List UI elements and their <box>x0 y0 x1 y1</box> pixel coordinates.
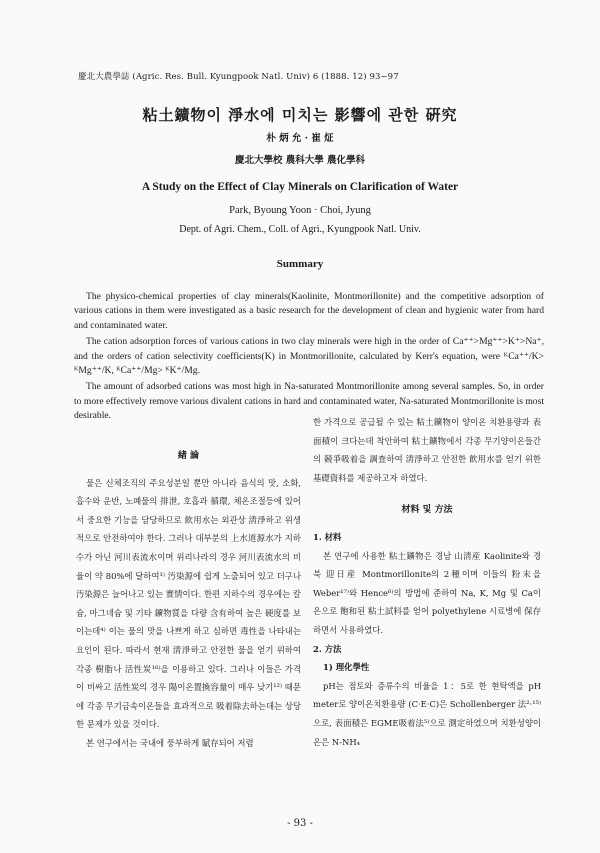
body-paragraph: 본 연구에 사용한 粘土鑛物은 경남 山淸産 Kaolinite와 경북 迎日産 Montmorillonite의 2種이며 이들의 粉末을 Weber¹⁷⁾와 Hence⁶⁾의 방법에 준하여 Na, K, Mg 및 Ca이온으로 飽和된 粘土試料를 얻어 polyethylene 시료병에 保存하면서 사용하였다. <box>313 550 541 635</box>
korean-authors: 朴 炳 允 · 崔 炡 <box>266 133 334 144</box>
summary-heading: Summary <box>276 258 324 270</box>
summary-paragraph: The amount of adsorbed cations was most high in Na-saturated Montmorillonite among several samples. So, in order to more effectively remove various divalent cations in hard and contaminated water, Na-saturated Montmorillonite is most desirable. <box>74 381 544 422</box>
english-title: A Study on the Effect of Clay Minerals on Clarification of Water <box>141 181 459 193</box>
english-authors: Park, Byoung Yoon · Choi, Jyung <box>229 205 371 216</box>
subsection-heading: 1) 理化學性 <box>323 662 370 673</box>
methods-heading: 材料 및 方法 <box>401 505 453 516</box>
page-number: - 93 - <box>287 818 313 829</box>
journal-citation: 慶北大農學誌 (Agric. Res. Bull. Kyungpook Natl. Univ) 6 (1888. 12) 93~97 <box>78 72 399 82</box>
summary-paragraph: The physico-chemical properties of clay minerals(Kaolinite, Montmorillonite) and the competitive adsorption of various cations in them were investigated as a basic research for the development of clean and hygienic water from hard and contaminated water. <box>74 291 544 331</box>
subsection-heading: 1. 材料 <box>313 531 342 542</box>
introduction-heading: 緖 論 <box>177 451 200 461</box>
english-affiliation: Dept. of Agri. Chem., Coll. of Agri., Kyungpook Natl. Univ. <box>179 224 421 235</box>
body-paragraph: 본 연구에서는 국내에 풍부하게 賦存되어 저렴 <box>86 737 254 748</box>
body-paragraph: 한 가격으로 공급될 수 있는 粘土鑛物이 양이온 치환용량과 表面積이 크다는데 착안하여 粘土鑛物에서 각종 무기양이온들간의 競爭吸着을 調査하여 淸淨하고 안전한 飮用水를 얻기 위한 基礎資料를 제공하고자 하였다. <box>313 417 541 483</box>
summary-body <box>74 290 544 424</box>
left-column <box>76 447 301 753</box>
body-paragraph: pH는 점토와 증류수의 비율을 1：5로 한 현탁액을 pH meter로 양이온치환용량 (C·E·C)은 Schollenberger 法²·¹⁵⁾으로, 表面積은 EGME吸着法⁵⁾으로 測定하였으며 치환성양이온은 N-NH₄ <box>313 680 541 747</box>
korean-affiliation: 慶北大學校 農科大學 農化學科 <box>234 155 366 166</box>
korean-title: 粘土鑛物이 淨水에 미치는 影響에 관한 硏究 <box>142 106 458 124</box>
body-paragraph: 물은 신체조직의 주요성분일 뿐만 아니라 음식의 맛, 소화, 흡수와 운반, 노폐물의 排泄, 호흡과 循環, 체온조절등에 있어서 중요한 기능을 담당하므로 飮用水는 외관상 淸淨하고 위생적으로 안전하여야 한다. 그러나 대부분의 上水道源水가 지하수가 아닌 河川表流水이며 위리나라의 경우 河川表流水의 비율이 약 80%에 달하여¹⁾ 汚染源에 쉽게 노출되어 있고 더구나 汚染源은 늘어나고 있는 實情이다. 한편 지하수의 경우에는 칼슘, 마그네슘 및 기타 鑛物質을 다량 含有하여 높은 硬度를 보이는데⁴⁾ 이는 물의 맛을 나쁘게 하고 심하면 毒性을 나타내는 요인이 된다. 따라서 현재 淸淨하고 안전한 물을 얻기 위하여 각종 樹脂나 活性炭¹⁶⁾을 이용하고 있다. 그러나 이들은 가격이 비싸고 活性炭의 경우 陽이온置換容量이 매우 낮기¹²⁾ 때문에 각종 무기금속이온들을 효과적으로 吸着除去하는데는 상당한 문제가 있을 것이다. <box>76 477 301 730</box>
summary-paragraph: The cation adsorption forces of various cations in two clay minerals were high in the order of Ca⁺⁺>Mg⁺⁺>K⁺>Na⁺, and the orders of cation selectivity coefficients(K) in Montmorillonite, calculated by Kerr's equation, were ᴷCa⁺⁺/K> ᴷMg⁺⁺/K, ᴷCa⁺⁺/Mg> ᴷK⁺/Mg. <box>74 336 544 377</box>
subsection-heading: 2. 方法 <box>313 643 342 654</box>
right-column <box>313 413 541 751</box>
